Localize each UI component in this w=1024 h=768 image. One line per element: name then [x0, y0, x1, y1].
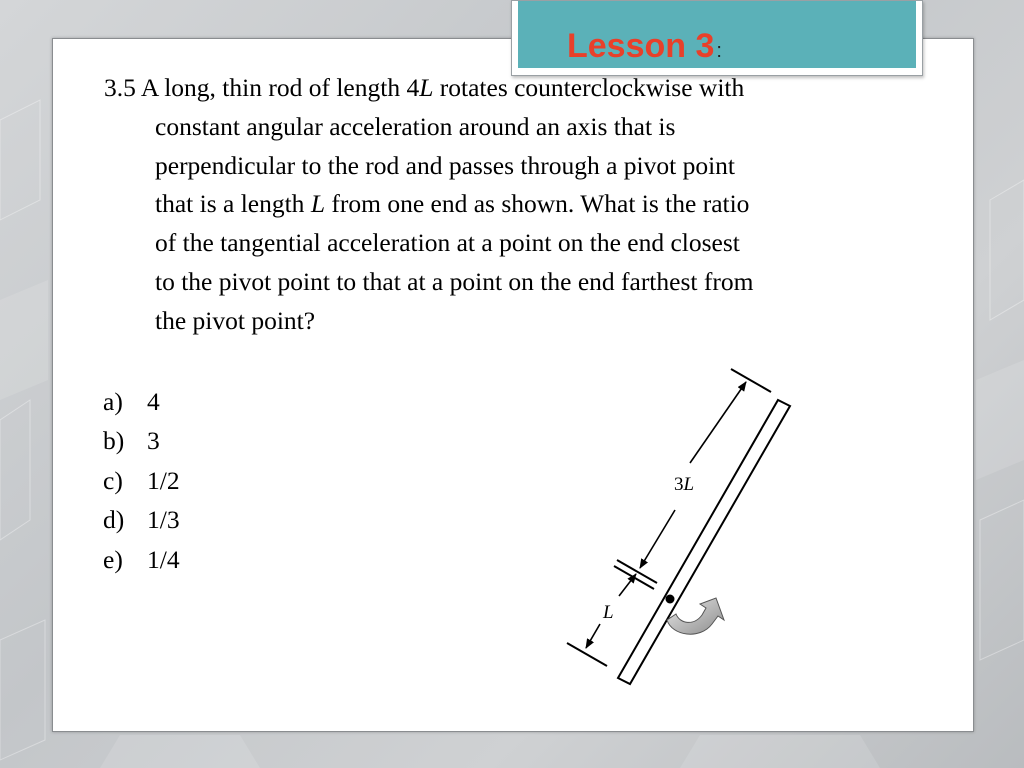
choice-value: 1/4 — [147, 544, 180, 574]
dimension-line-3l-upper — [690, 382, 746, 463]
choice-e[interactable] — [103, 540, 180, 579]
choice-value: 1/3 — [147, 505, 180, 535]
question-line-7: the pivot point? — [155, 305, 316, 335]
choice-c[interactable] — [103, 461, 180, 500]
question-line-4-suffix: from one end as shown. What is the ratio — [325, 189, 750, 219]
choice-letter: e) — [103, 544, 123, 574]
dimension-line-l-lower — [586, 624, 600, 648]
question-line-4-var: L — [310, 189, 325, 219]
question-text — [104, 69, 944, 341]
question-line-4 — [104, 185, 944, 224]
slide-title — [567, 26, 722, 71]
question-line-5: of the tangential acceleration at a point on the end closest — [155, 228, 740, 258]
rod-diagram — [560, 355, 810, 695]
choice-value: 1/2 — [147, 465, 180, 495]
dimension-tick-top — [731, 369, 771, 392]
dimension-line-l-upper — [619, 574, 636, 596]
choice-value: 4 — [147, 387, 160, 416]
question-line — [104, 69, 944, 108]
choice-letter: b) — [103, 426, 125, 456]
label-3l: 3L — [674, 474, 695, 495]
question-line-2: constant angular acceleration around an axis that is — [155, 111, 676, 141]
question-line-1-var: L — [419, 73, 434, 102]
choice-a[interactable] — [103, 382, 180, 421]
question-line-6: to the pivot point to that at a point on the end farthest from — [155, 266, 754, 296]
slide-title-colon: : — [716, 40, 722, 62]
choice-b[interactable] — [103, 421, 180, 460]
choice-letter: a) — [103, 387, 123, 416]
dimension-line-3l-lower — [640, 510, 675, 568]
choice-letter: d) — [103, 505, 125, 535]
question-line-1-suffix: rotates counterclockwise with — [433, 73, 745, 102]
slide-title-text: Lesson 3 — [567, 27, 715, 65]
choice-d[interactable] — [103, 500, 180, 539]
choice-value: 3 — [147, 426, 160, 456]
question-line-3: perpendicular to the rod and passes through a pivot point — [155, 150, 735, 180]
pivot-point — [666, 595, 675, 604]
answer-choices — [103, 382, 180, 579]
question-line-1-prefix: 3.5 A long, thin rod of length 4 — [104, 73, 420, 102]
label-l: L — [603, 602, 614, 623]
choice-letter: c) — [103, 465, 123, 495]
question-line-4-prefix: that is a length — [155, 189, 311, 219]
